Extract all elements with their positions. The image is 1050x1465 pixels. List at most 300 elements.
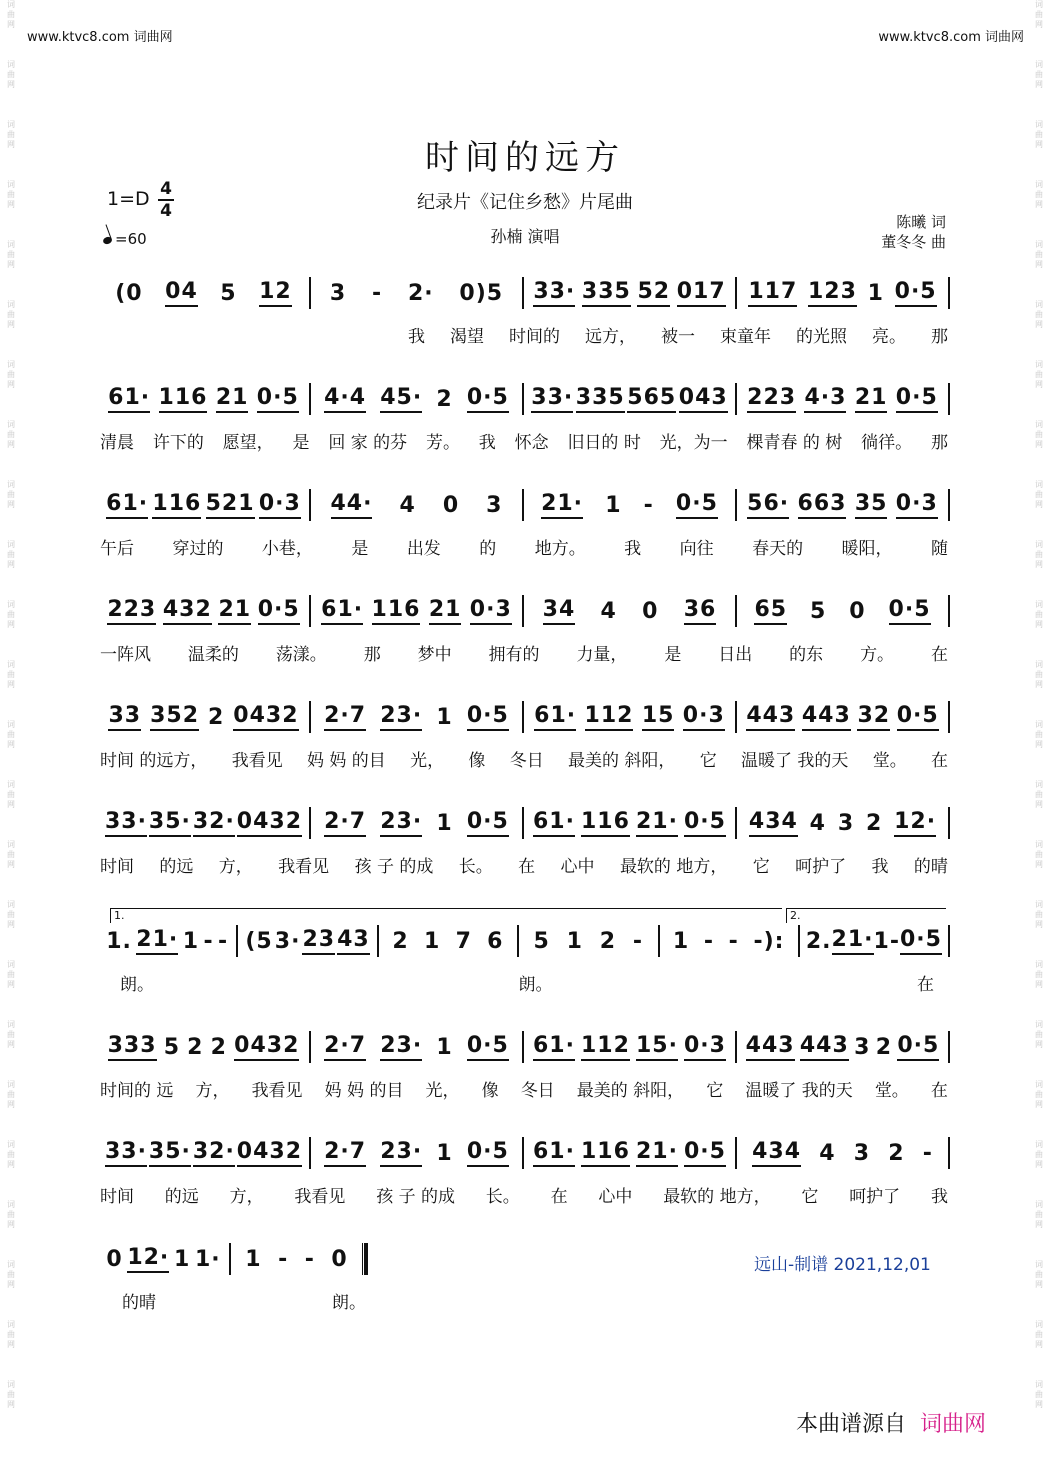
measure bbox=[737, 703, 948, 731]
final-barline bbox=[362, 1243, 368, 1275]
note-group: 23· bbox=[380, 703, 422, 731]
watermark-side-text: 词 曲 网 bbox=[7, 1200, 15, 1229]
note-group: - bbox=[728, 928, 739, 954]
note-group: 335 bbox=[582, 279, 631, 307]
measure bbox=[660, 929, 798, 954]
watermark-side-text: 词 曲 网 bbox=[7, 1320, 15, 1349]
lyric-word: 在 bbox=[930, 1081, 948, 1101]
lyricist-credit: 陈曦 词 bbox=[896, 213, 946, 231]
song-subtitle: 纪录片《记住乡愁》片尾曲 bbox=[417, 192, 633, 213]
score-line bbox=[98, 924, 950, 996]
lyric-word: 被一 bbox=[661, 327, 695, 347]
note-group: 117 bbox=[748, 279, 797, 307]
lyric-word: 的远 bbox=[164, 1187, 199, 1207]
lyric-word: 旧日的 时 bbox=[567, 433, 641, 453]
note-group: 0·5 bbox=[467, 809, 509, 837]
watermark-side-text: 词 曲 网 bbox=[1035, 960, 1043, 989]
note-group: 0·5 bbox=[467, 1139, 509, 1167]
lyrics-row bbox=[98, 428, 950, 454]
lyric-word: 温柔的 bbox=[187, 645, 239, 665]
meter-bottom: 4 bbox=[160, 201, 172, 221]
lyric-word: 温暖了 我的天 bbox=[741, 751, 849, 771]
note-group: 2·7 bbox=[324, 1033, 366, 1061]
lyric-word: 在 bbox=[518, 857, 536, 877]
lyric-word: 时间 bbox=[100, 1187, 134, 1207]
note-group: 3 bbox=[486, 492, 503, 518]
lyric-word: 芳。 bbox=[425, 433, 460, 453]
notation-row bbox=[98, 1242, 368, 1276]
watermark-side-text: 词 曲 网 bbox=[1035, 1320, 1043, 1349]
note-group: 0 bbox=[442, 492, 460, 518]
note-group: 1 bbox=[436, 704, 453, 730]
note-group: - bbox=[203, 928, 214, 954]
note-group: - bbox=[632, 928, 644, 954]
note-group: 0·3 bbox=[470, 597, 512, 625]
note-group: 335 bbox=[576, 385, 625, 413]
key-signature: 1=D bbox=[107, 188, 150, 210]
note-group: 043 bbox=[679, 385, 728, 413]
watermark-side-text: 词 曲 网 bbox=[7, 0, 15, 29]
lyric-word: 妈 妈 的目 bbox=[307, 751, 386, 771]
measure bbox=[524, 491, 735, 519]
lyric-word: 在 bbox=[917, 975, 934, 995]
lyric-word: 最美的 斜阳， bbox=[568, 751, 676, 771]
lyric-word: 方。 bbox=[860, 645, 895, 665]
note-group: 1 bbox=[867, 280, 884, 306]
barline bbox=[948, 595, 950, 627]
barline bbox=[948, 383, 950, 415]
lyric-word: 它 bbox=[752, 857, 770, 877]
lyric-word: 妈 妈 的目 bbox=[324, 1081, 404, 1101]
note-group: 21· bbox=[541, 491, 583, 519]
lyric-word: 我 bbox=[478, 433, 496, 453]
note-group: 6 bbox=[487, 928, 504, 954]
lyric-word: 愿望， bbox=[222, 433, 274, 453]
score-line bbox=[98, 488, 950, 560]
note-group: 116 bbox=[581, 809, 630, 837]
barline bbox=[948, 1137, 950, 1169]
note-group: 21 bbox=[855, 385, 888, 413]
watermark-side-text: 词 曲 网 bbox=[1035, 540, 1043, 569]
note-group: 0)5 bbox=[459, 280, 504, 306]
measure bbox=[238, 927, 376, 955]
lyric-word: 怀念 bbox=[514, 433, 549, 453]
note-group: 2·7 bbox=[324, 703, 366, 731]
lyric-word: 它 bbox=[706, 1081, 724, 1101]
watermark-side-text: 词 曲 网 bbox=[7, 300, 15, 329]
source-credit bbox=[796, 1407, 986, 1438]
lyric-word: 在 bbox=[931, 751, 948, 771]
watermark-side-text: 词 曲 网 bbox=[7, 900, 15, 929]
lyric-word: 它 bbox=[699, 751, 717, 771]
watermark-side-text: 词 曲 网 bbox=[7, 360, 15, 389]
note-group: 0·5 bbox=[467, 1033, 509, 1061]
lyric-word: 呵护了 bbox=[795, 857, 847, 877]
measure bbox=[311, 1139, 522, 1167]
note-group: 2·7 bbox=[324, 809, 366, 837]
score-line bbox=[98, 594, 950, 666]
note-group: 61· bbox=[321, 597, 363, 625]
watermark-side-text: 词 曲 网 bbox=[7, 840, 15, 869]
note-group: 434 bbox=[749, 809, 798, 837]
watermark-side-text: 词 曲 网 bbox=[7, 1020, 15, 1049]
score-line bbox=[98, 382, 950, 454]
measure bbox=[737, 809, 948, 837]
lyric-word: 心中 bbox=[598, 1187, 633, 1207]
note-group: 61· bbox=[534, 703, 576, 731]
note-group: 443 bbox=[746, 703, 795, 731]
note-group: 4 bbox=[809, 810, 826, 836]
watermark-side-text: 词 曲 网 bbox=[1035, 480, 1043, 509]
measure bbox=[311, 385, 522, 413]
note-group: 4 bbox=[819, 1140, 836, 1166]
note-group: 2 bbox=[599, 928, 617, 954]
note-group: 61· bbox=[533, 1033, 575, 1061]
note-group: 32 bbox=[857, 703, 890, 731]
note-group: - bbox=[922, 1140, 933, 1166]
lyric-word: 徜徉。 bbox=[861, 433, 913, 453]
measure bbox=[311, 281, 522, 306]
measure bbox=[524, 279, 735, 307]
note-group: 61· bbox=[108, 385, 150, 413]
watermark-side-text: 词 曲 网 bbox=[1035, 1260, 1043, 1289]
tempo-marking bbox=[103, 230, 147, 248]
lyric-word: 朗。 bbox=[120, 975, 154, 995]
measure bbox=[98, 279, 309, 307]
note-group: 0432 bbox=[234, 1033, 299, 1061]
note-group: 36 bbox=[684, 597, 717, 625]
note-group: 443 bbox=[746, 1033, 795, 1061]
watermark-side-right bbox=[1030, 0, 1048, 1465]
note-group: 434 bbox=[752, 1139, 801, 1167]
note-group: 352 bbox=[150, 703, 199, 731]
meter-top: 4 bbox=[160, 179, 172, 199]
time-signature bbox=[158, 180, 174, 220]
note-group: 2 bbox=[392, 928, 409, 954]
note-group: 1· bbox=[194, 1246, 221, 1272]
note-group: - bbox=[643, 492, 654, 518]
watermark-side-text: 词 曲 网 bbox=[7, 480, 15, 509]
note-group: 443 bbox=[800, 1033, 849, 1061]
lyric-word: 日出 bbox=[718, 645, 753, 665]
lyrics-row bbox=[98, 852, 950, 878]
note-group: 0 bbox=[106, 1246, 123, 1272]
barline bbox=[948, 1031, 950, 1063]
measure bbox=[98, 809, 309, 837]
lyric-word: 光， bbox=[410, 751, 445, 771]
source-label: 本曲谱源自 bbox=[796, 1412, 907, 1437]
score-line bbox=[98, 1242, 368, 1314]
measure bbox=[98, 1033, 309, 1061]
measure bbox=[737, 279, 948, 307]
note-group: 2· bbox=[407, 280, 434, 306]
lyric-word: 那 bbox=[930, 433, 948, 453]
note-group: 21· bbox=[832, 927, 874, 955]
note-group: 223 bbox=[107, 597, 156, 625]
lyric-word: 渴望 bbox=[450, 327, 484, 347]
note-group: 0432 bbox=[233, 703, 298, 731]
note-group: 61· bbox=[533, 1139, 575, 1167]
barline bbox=[948, 807, 950, 839]
note-group: 116 bbox=[159, 385, 208, 413]
lyrics-row bbox=[98, 322, 950, 348]
lyric-word: 像 bbox=[481, 1081, 499, 1101]
note-group: 1 bbox=[423, 928, 441, 954]
note-group: 0 bbox=[849, 598, 866, 624]
score-line bbox=[98, 1136, 950, 1208]
note-group: 116 bbox=[152, 491, 201, 519]
measure bbox=[311, 1033, 522, 1061]
note-group: 21 bbox=[429, 597, 462, 625]
barline bbox=[948, 925, 950, 957]
note-group: - bbox=[218, 928, 229, 954]
measure bbox=[737, 1139, 948, 1167]
note-group: 35· bbox=[149, 809, 191, 837]
measure bbox=[98, 927, 236, 955]
measure bbox=[379, 929, 517, 954]
note-group: 2 bbox=[888, 1140, 905, 1166]
note-group: 443 bbox=[802, 703, 851, 731]
note-group: 33· bbox=[533, 279, 575, 307]
note-group: 2 bbox=[207, 704, 225, 730]
watermark-side-text: 词 曲 网 bbox=[7, 1380, 15, 1409]
watermark-side-text: 词 曲 网 bbox=[1035, 720, 1043, 749]
note-group: 45· bbox=[380, 385, 422, 413]
lyric-word: 一阵风 bbox=[100, 645, 151, 665]
measure bbox=[524, 703, 735, 731]
note-group: 3 bbox=[837, 810, 855, 836]
lyric-word: 的远 bbox=[159, 857, 194, 877]
note-group: 521 bbox=[206, 491, 255, 519]
notation-row bbox=[98, 382, 950, 416]
lyric-word: 时间的 bbox=[509, 327, 560, 347]
watermark-side-text: 词 曲 网 bbox=[7, 1080, 15, 1109]
note-group: 15 bbox=[642, 703, 675, 731]
score-line bbox=[98, 806, 950, 878]
score-line bbox=[98, 1030, 950, 1102]
note-group: - bbox=[889, 928, 900, 954]
lyric-word: 我看见 bbox=[294, 1187, 346, 1207]
lyric-word: 地方。 bbox=[534, 539, 586, 559]
note-group: 0·5 bbox=[896, 385, 938, 413]
note-group: 565 bbox=[627, 385, 676, 413]
lyric-word: 长。 bbox=[485, 1187, 520, 1207]
note-group: 4·3 bbox=[804, 385, 846, 413]
note-group: 4·4 bbox=[324, 385, 366, 413]
notation-row bbox=[98, 1030, 950, 1064]
watermark-side-text: 词 曲 网 bbox=[1035, 660, 1043, 689]
lyric-word: 向往 bbox=[679, 539, 714, 559]
tempo-value: =60 bbox=[115, 230, 147, 248]
note-group: 0·3 bbox=[684, 1033, 726, 1061]
barline bbox=[948, 489, 950, 521]
note-group: 0·5 bbox=[467, 703, 509, 731]
measure bbox=[524, 809, 735, 837]
note-group: 2 bbox=[436, 386, 453, 412]
watermark-side-text: 词 曲 网 bbox=[7, 780, 15, 809]
credits bbox=[881, 212, 946, 252]
lyric-word: 方， bbox=[218, 857, 253, 877]
note-group: 21 bbox=[218, 597, 251, 625]
note-group: 5 bbox=[220, 280, 237, 306]
note-group: 112 bbox=[581, 1033, 630, 1061]
measure bbox=[737, 1033, 948, 1061]
watermark-side-text: 词 曲 网 bbox=[1035, 120, 1043, 149]
lyric-word: 我看见 bbox=[231, 751, 283, 771]
lyric-word: 的光照 bbox=[796, 327, 847, 347]
lyric-word: 清晨 bbox=[100, 433, 134, 453]
measure bbox=[524, 385, 735, 413]
lyric-word: 的晴 bbox=[122, 1293, 156, 1313]
note-group: 1 bbox=[436, 1034, 453, 1060]
note-group: 0·5 bbox=[467, 385, 509, 413]
watermark-side-text: 词 曲 网 bbox=[7, 120, 15, 149]
note-group: 3 bbox=[854, 1034, 871, 1060]
note-group: 0432 bbox=[237, 809, 302, 837]
measure bbox=[737, 597, 948, 625]
note-group: -): bbox=[753, 928, 785, 954]
lyric-word: 堂。 bbox=[874, 1081, 909, 1101]
barline bbox=[948, 701, 950, 733]
lyric-word: 许下的 bbox=[152, 433, 204, 453]
note-group: (5 bbox=[245, 928, 273, 954]
lyrics-row bbox=[98, 1076, 950, 1102]
note-group: 0·3 bbox=[896, 491, 938, 519]
note-group: 0·5 bbox=[900, 927, 942, 955]
lyric-word: 我看见 bbox=[251, 1081, 303, 1101]
score-line bbox=[98, 700, 950, 772]
note-group: 61· bbox=[533, 809, 575, 837]
note-group: 32· bbox=[193, 1139, 235, 1167]
lyrics-row bbox=[98, 746, 950, 772]
note-group: 7 bbox=[455, 928, 472, 954]
note-group: 4 bbox=[600, 598, 617, 624]
measure bbox=[737, 491, 948, 519]
note-group: 0·5 bbox=[257, 385, 299, 413]
note-group: 23· bbox=[380, 1139, 422, 1167]
watermark-side-text: 词 曲 网 bbox=[1035, 180, 1043, 209]
lyric-word: 它 bbox=[801, 1187, 819, 1207]
note-group: 4 bbox=[399, 492, 416, 518]
lyric-word: 时间 的远方， bbox=[100, 751, 208, 771]
note-group: 33· bbox=[105, 1139, 147, 1167]
note-group: 0 bbox=[642, 598, 659, 624]
note-group: 04 bbox=[165, 279, 198, 307]
lyric-word: 呵护了 bbox=[849, 1187, 901, 1207]
lyric-word: 在 bbox=[550, 1187, 568, 1207]
lyric-word: 那 bbox=[363, 645, 381, 665]
source-name: 词曲网 bbox=[920, 1412, 987, 1437]
watermark-side-text: 词 曲 网 bbox=[1035, 780, 1043, 809]
note-group: 0·5 bbox=[895, 279, 937, 307]
lyric-word: 堂。 bbox=[872, 751, 907, 771]
arranger-credit: 远山-制谱 2021,12,01 bbox=[754, 1255, 931, 1275]
volta-bracket-1: 1. bbox=[110, 908, 782, 923]
lyric-word: 暖阳， bbox=[841, 539, 893, 559]
lyric-word: 冬日 bbox=[509, 751, 544, 771]
notation-row bbox=[98, 806, 950, 840]
watermark-side-text: 词 曲 网 bbox=[1035, 420, 1043, 449]
measure bbox=[524, 1139, 735, 1167]
note-group: - bbox=[703, 928, 714, 954]
note-group: 21· bbox=[636, 1139, 678, 1167]
measure bbox=[98, 1245, 229, 1273]
notation-row bbox=[98, 700, 950, 734]
lyric-word: 最软的 地方， bbox=[663, 1187, 771, 1207]
watermark-side-text: 词 曲 网 bbox=[1035, 1020, 1043, 1049]
note-group: (0 bbox=[115, 280, 143, 306]
note-group: 0·5 bbox=[676, 491, 718, 519]
note-group: 35 bbox=[855, 491, 888, 519]
lyric-word: 的 bbox=[479, 539, 497, 559]
lyric-word: 亮。 bbox=[872, 327, 906, 347]
score-line bbox=[98, 276, 950, 348]
note-group: 2·7 bbox=[324, 1139, 366, 1167]
lyrics-row bbox=[98, 640, 950, 666]
watermark-side-text: 词 曲 网 bbox=[7, 420, 15, 449]
lyric-word: 我 bbox=[930, 1187, 948, 1207]
note-group: 5 bbox=[533, 928, 550, 954]
notation-row bbox=[98, 1136, 950, 1170]
measure bbox=[311, 491, 522, 519]
lyric-word: 的东 bbox=[789, 645, 824, 665]
watermark-side-text: 词 曲 网 bbox=[1035, 1380, 1043, 1409]
note-group: 21· bbox=[636, 809, 678, 837]
note-group: 5 bbox=[810, 598, 827, 624]
measure bbox=[311, 809, 522, 837]
notation-row bbox=[98, 276, 950, 310]
lyric-word: 冬日 bbox=[520, 1081, 555, 1101]
lyrics-row bbox=[98, 534, 950, 560]
watermark-side-text: 词 曲 网 bbox=[7, 960, 15, 989]
lyric-word: 在 bbox=[930, 645, 948, 665]
note-group: 3· bbox=[274, 928, 301, 954]
lyrics-row bbox=[98, 1182, 950, 1208]
watermark-corner-right: www.ktvc8.com 词曲网 bbox=[878, 30, 1024, 45]
lyric-word: 春天的 bbox=[752, 539, 804, 559]
note-group: - bbox=[278, 1246, 289, 1272]
note-group: 116 bbox=[581, 1139, 630, 1167]
note-group: 23· bbox=[380, 1033, 422, 1061]
note-group: 0·5 bbox=[684, 1139, 726, 1167]
lyric-word: 是 bbox=[664, 645, 682, 665]
lyric-word: 时间 bbox=[100, 857, 134, 877]
watermark-side-text: 词 曲 网 bbox=[1035, 240, 1043, 269]
note-group: 12 bbox=[259, 279, 292, 307]
lyrics-row bbox=[98, 970, 950, 996]
lyric-word: 出发 bbox=[406, 539, 441, 559]
note-group: 0·5 bbox=[684, 809, 726, 837]
lyric-word: 朗。 bbox=[518, 975, 553, 995]
note-group: 34 bbox=[543, 597, 576, 625]
quarter-note-icon bbox=[102, 236, 113, 246]
volta-bracket-2: 2. bbox=[786, 908, 946, 923]
note-group: 223 bbox=[747, 385, 796, 413]
barline bbox=[948, 277, 950, 309]
note-group: 1 bbox=[566, 928, 583, 954]
lyric-word: 心中 bbox=[560, 857, 595, 877]
lyric-word: 我 bbox=[624, 539, 642, 559]
watermark-side-text: 词 曲 网 bbox=[1035, 0, 1043, 29]
watermark-side-text: 词 曲 网 bbox=[7, 540, 15, 569]
lyric-word: 长。 bbox=[458, 857, 493, 877]
lyric-word: 我 bbox=[871, 857, 889, 877]
note-group: 0·5 bbox=[897, 1033, 939, 1061]
note-group: 1 bbox=[182, 928, 200, 954]
lyric-word: 随 bbox=[930, 539, 948, 559]
lyric-word: 穿过的 bbox=[172, 539, 224, 559]
measure bbox=[98, 1139, 309, 1167]
